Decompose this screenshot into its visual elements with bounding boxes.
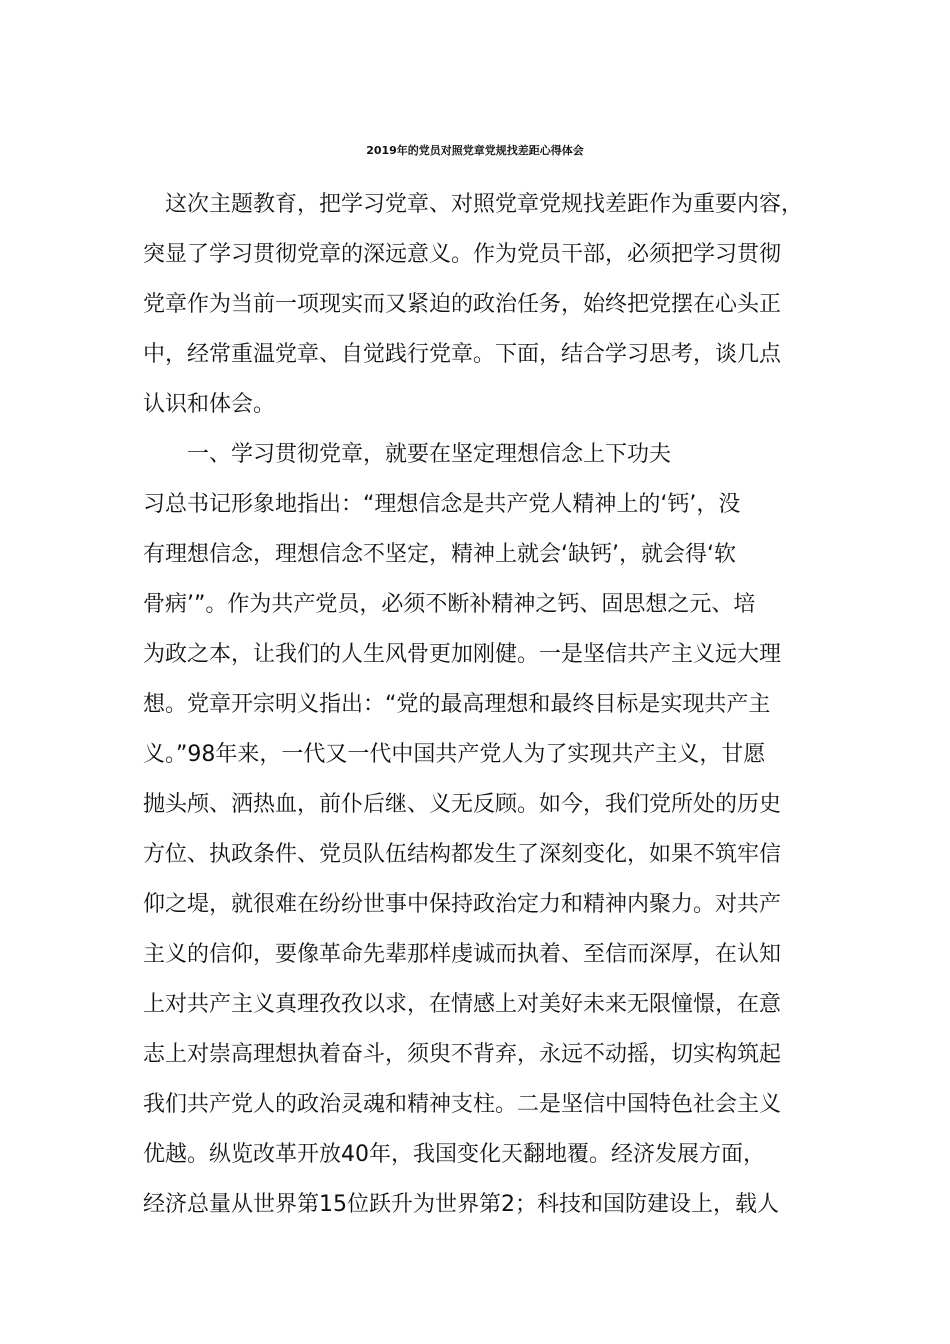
body-line-8: 有理想信念，理想信念不坚定，精神上就会‘缺钙’，就会得‘软 <box>143 542 736 567</box>
body-line-4: 中，经常重温党章、自觉践行党章。下面，结合学习思考，谈几点 <box>143 342 782 367</box>
body-line-12: 义。”98年来，一代又一代中国共产党人为了实现共产主义，甘愿 <box>143 742 766 767</box>
body-line-5: 认识和体会。 <box>143 392 276 417</box>
document-title: 2019年的党员对照党章党规找差距心得体会 <box>366 144 584 157</box>
body-line-2: 突显了学习贯彻党章的深远意义。作为党员干部，必须把学习贯彻 <box>143 242 782 267</box>
body-line-3: 党章作为当前一项现实而又紧迫的政治任务，始终把党摆在心头正 <box>143 292 782 317</box>
body-line-20: 优越。纵览改革开放40年，我国变化天翻地覆。经济发展方面， <box>143 1142 765 1167</box>
body-line-14: 方位、执政条件、党员队伍结构都发生了深刻变化，如果不筑牢信 <box>143 842 782 867</box>
body-line-1: 这次主题教育，把学习党章、对照党章党规找差距作为重要内容， <box>143 192 804 217</box>
body-line-19: 我们共产党人的政治灵魂和精神支柱。二是坚信中国特色社会主义 <box>143 1092 782 1117</box>
body-line-10: 为政之本，让我们的人生风骨更加刚健。一是坚信共产主义远大理 <box>143 642 782 667</box>
body-line-17: 上对共产主义真理孜孜以求，在情感上对美好未来无限憧憬，在意 <box>143 992 782 1017</box>
body-line-21: 经济总量从世界第15位跃升为世界第2；科技和国防建设上，载人 <box>143 1192 779 1217</box>
body-line-13: 抛头颅、洒热血，前仆后继、义无反顾。如今，我们党所处的历史 <box>143 792 782 817</box>
body-line-18: 志上对崇高理想执着奋斗，须臾不背弃，永远不动摇，切实构筑起 <box>143 1042 782 1067</box>
body-line-11: 想。党章开宗明义指出：“党的最高理想和最终目标是实现共产主 <box>143 692 771 717</box>
section-heading-1: 一、学习贯彻党章，就要在坚定理想信念上下功夫 <box>143 442 672 467</box>
body-line-16: 主义的信仰，要像革命先辈那样虔诚而执着、至信而深厚，在认知 <box>143 942 782 967</box>
body-line-15: 仰之堤，就很难在纷纷世事中保持政治定力和精神内聚力。对共产 <box>143 892 782 917</box>
body-line-7: 习总书记形象地指出：“理想信念是共产党人精神上的‘钙’，没 <box>143 492 741 517</box>
body-line-9: 骨病’”。作为共产党员，必须不断补精神之钙、固思想之元、培 <box>143 592 756 617</box>
